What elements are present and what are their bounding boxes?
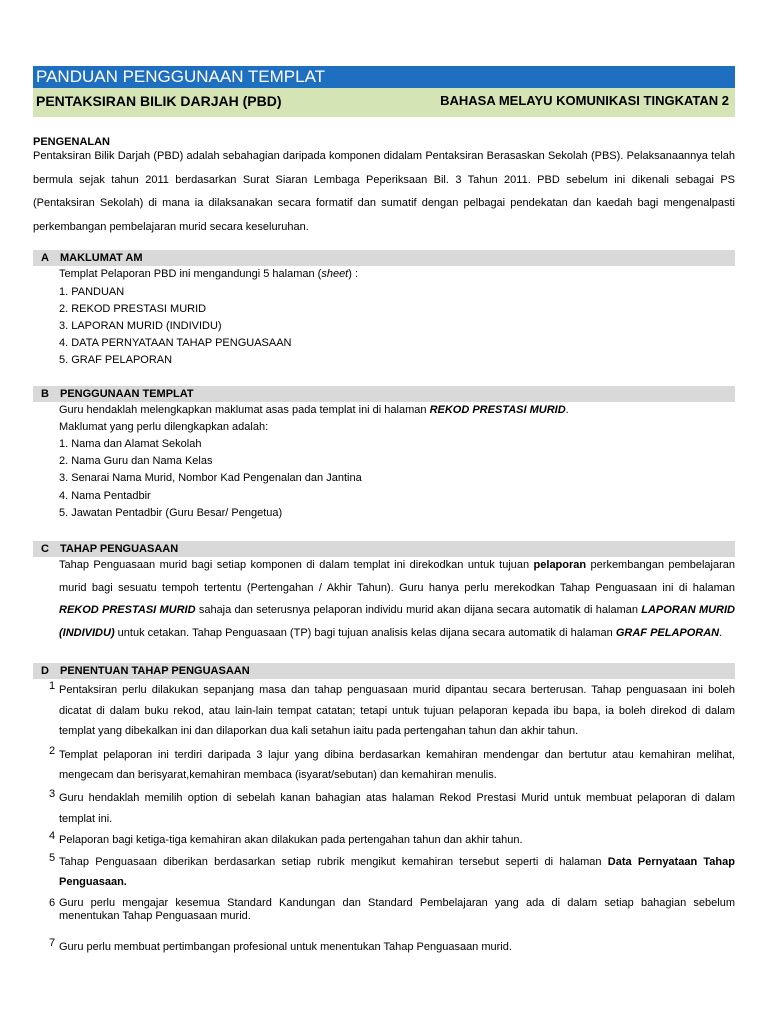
subtitle-right: BAHASA MELAYU KOMUNIKASI TINGKATAN 2 <box>440 93 729 108</box>
item-text: Guru hendaklah memilih option di sebelah kanan bahagian atas halaman Rekod Prestasi Murid untuk membuat pelaporan di dalam templat ini. <box>59 791 735 825</box>
list-item: 3. LAPORAN MURID (INDIVIDU) <box>59 319 222 332</box>
list-item: 2. REKOD PRESTASI MURID <box>59 302 207 315</box>
section-b <box>33 386 735 522</box>
list-item <box>33 680 735 742</box>
list-item <box>33 937 735 958</box>
list-item <box>33 852 735 893</box>
item-number: 3 <box>49 787 56 800</box>
section-c-letter: C <box>41 543 49 556</box>
list-item: 3. Senarai Nama Murid, Nombor Kad Pengenalan dan Jantina <box>59 472 362 485</box>
section-b-line1-suffix: . <box>565 403 569 416</box>
section-a-header <box>33 250 735 266</box>
item-text: Guru perlu mengajar kesemua Standard Kandungan dan Standard Pembelajaran yang ada di dalam setiap bahagian sebelum menentukan Tahap Penguasaan murid. <box>59 896 735 922</box>
list-item: 4. DATA PERNYATAAN TAHAP PENGUASAAN <box>59 337 292 350</box>
section-b-body <box>33 402 735 522</box>
section-a-body <box>33 266 735 369</box>
section-b-letter: B <box>41 387 49 400</box>
section-c-bold-2: REKOD PRESTASI MURID <box>59 604 196 617</box>
section-a-letter: A <box>41 252 49 265</box>
item-text: Pentaksiran perlu dilakukan sepanjang masa dan tahap penguasaan murid dipantau secara berterusan. Tahap penguasaan ini boleh dicatat di dalam buku rekod, atau lain-lain tempat catatan; tetapi untuk tujuan pelaporan kepada ibu bapa, ia boleh direkod di dalam templat yang dibekalkan ini dan dilaporkan dua kali setahun iaitu pada pertengahan tahun dan akhir tahun. <box>59 684 735 738</box>
guide-document <box>33 66 735 958</box>
subtitle-left: PENTAKSIRAN BILIK DARJAH (PBD) <box>36 93 282 109</box>
list-item <box>33 745 735 786</box>
section-a-intro <box>59 266 735 283</box>
list-item: 5. GRAF PELAPORAN <box>59 354 173 367</box>
section-c-header <box>33 541 735 557</box>
section-b-header <box>33 386 735 402</box>
section-d-header <box>33 663 735 679</box>
section-b-line1-prefix: Guru hendaklah melengkapkan maklumat asas pada templat ini di halaman <box>59 403 430 416</box>
section-c-bold-3: LAPORAN MURID (INDIVIDU) <box>59 604 735 639</box>
section-b-title: PENGGUNAAN TEMPLAT <box>60 387 194 400</box>
item-number: 4 <box>49 830 56 843</box>
document-title: PANDUAN PENGGUNAAN TEMPLAT <box>33 66 735 88</box>
section-b-line1 <box>59 402 735 419</box>
section-d <box>33 663 735 958</box>
list-item: 1. Nama dan Alamat Sekolah <box>59 438 202 450</box>
section-b-line1-bold: REKOD PRESTASI MURID <box>429 403 566 416</box>
list-item: 1. PANDUAN <box>59 285 125 298</box>
section-c <box>33 541 735 644</box>
section-c-bold-4: GRAF PELAPORAN <box>615 626 720 639</box>
list-item <box>33 830 735 851</box>
section-c-title: TAHAP PENGUASAAN <box>60 543 179 556</box>
section-b-line2: Maklumat yang perlu dilengkapkan adalah: <box>59 420 269 433</box>
section-a-title: MAKLUMAT AM <box>60 252 143 265</box>
section-c-text-4: untuk cetakan. Tahap Penguasaan (TP) bagi tujuan analisis kelas dijana secara automatik di halaman <box>114 626 616 639</box>
list-item <box>33 897 735 923</box>
section-a <box>33 250 735 369</box>
intro-section <box>33 135 735 239</box>
item-number: 1 <box>49 680 56 693</box>
subtitle-bar <box>33 88 735 117</box>
item-text: Guru perlu membuat pertimbangan profesional untuk menentukan Tahap Penguasaan murid. <box>59 940 512 953</box>
list-item: 5. Jawatan Pentadbir (Guru Besar/ Pengetua) <box>59 506 283 519</box>
item-text: Templat pelaporan ini terdiri daripada 3 lajur yang dibina berdasarkan kemahiran mendengar dan bertutur atau kemahiran melihat, mengecam dan berisyarat,kemahiran membaca (isyarat/sebutan) dan kemahiran menulis. <box>59 748 735 782</box>
item-number: 2 <box>49 744 56 757</box>
section-a-intro-prefix: Templat Pelaporan PBD ini mengandungi 5 halaman ( <box>59 268 322 281</box>
item-text-bold: Data Pernyataan Tahap Penguasaan. <box>59 855 735 889</box>
item-text: Pelaporan bagi ketiga-tiga kemahiran akan dilakukan pada pertengahan tahun dan akhir tahun. <box>59 834 523 847</box>
item-text <box>59 852 735 893</box>
section-c-paragraph <box>59 554 735 644</box>
list-item: 2. Nama Guru dan Nama Kelas <box>59 455 213 468</box>
section-c-text-3: sahaja dan seterusnya pelaporan individu murid akan dijana secara automatik di halaman <box>195 604 642 617</box>
intro-heading: PENGENALAN <box>33 136 111 148</box>
item-text-prefix: Tahap Penguasaan diberikan berdasarkan setiap rubrik mengikut kemahiran tersebut seperti di halaman <box>59 855 608 868</box>
item-number: 5 <box>49 851 56 864</box>
section-a-intro-italic: sheet <box>321 268 349 281</box>
section-a-intro-suffix: ) : <box>348 268 359 281</box>
section-c-text-5: . <box>719 626 723 639</box>
section-d-letter: D <box>41 665 49 678</box>
section-c-text-1: Tahap Penguasaan murid bagi setiap komponen di dalam templat ini direkodkan untuk tujuan <box>59 559 534 572</box>
intro-paragraph: Pentaksiran Bilik Darjah (PBD) adalah sebahagian daripada komponen didalam Pentaksiran Berasaskan Sekolah (PBS). Pelaksanaannya telah bermula sejak tahun 2011 berdasarkan Surat Siaran Lembaga Peperiksaan Bil. 3 Tahun 2011. PBD sebelum ini dikenali sebagai PS (Pentaksiran Sekolah) di mana ia dilaksanakan secara formatif dan sumatif dengan pelbagai pendekatan dan kaedah bagi mengenalpasti perkembangan pembelajaran murid secara keseluruhan. <box>33 150 735 233</box>
section-d-title: PENENTUAN TAHAP PENGUASAAN <box>60 665 250 678</box>
list-item <box>33 788 735 829</box>
section-c-bold-1: pelaporan <box>533 559 587 572</box>
item-number: 6 <box>49 896 56 909</box>
section-c-body <box>33 554 735 644</box>
section-c-text-2: perkembangan pembelajaran murid bagi sesuatu tempoh tertentu (Pertengahan / Akhir Tahun). Guru hanya perlu merekodkan Tahap Penguasaan ini di halaman <box>59 559 736 594</box>
item-number: 7 <box>49 936 56 949</box>
list-item: 4. Nama Pentadbir <box>59 489 151 502</box>
